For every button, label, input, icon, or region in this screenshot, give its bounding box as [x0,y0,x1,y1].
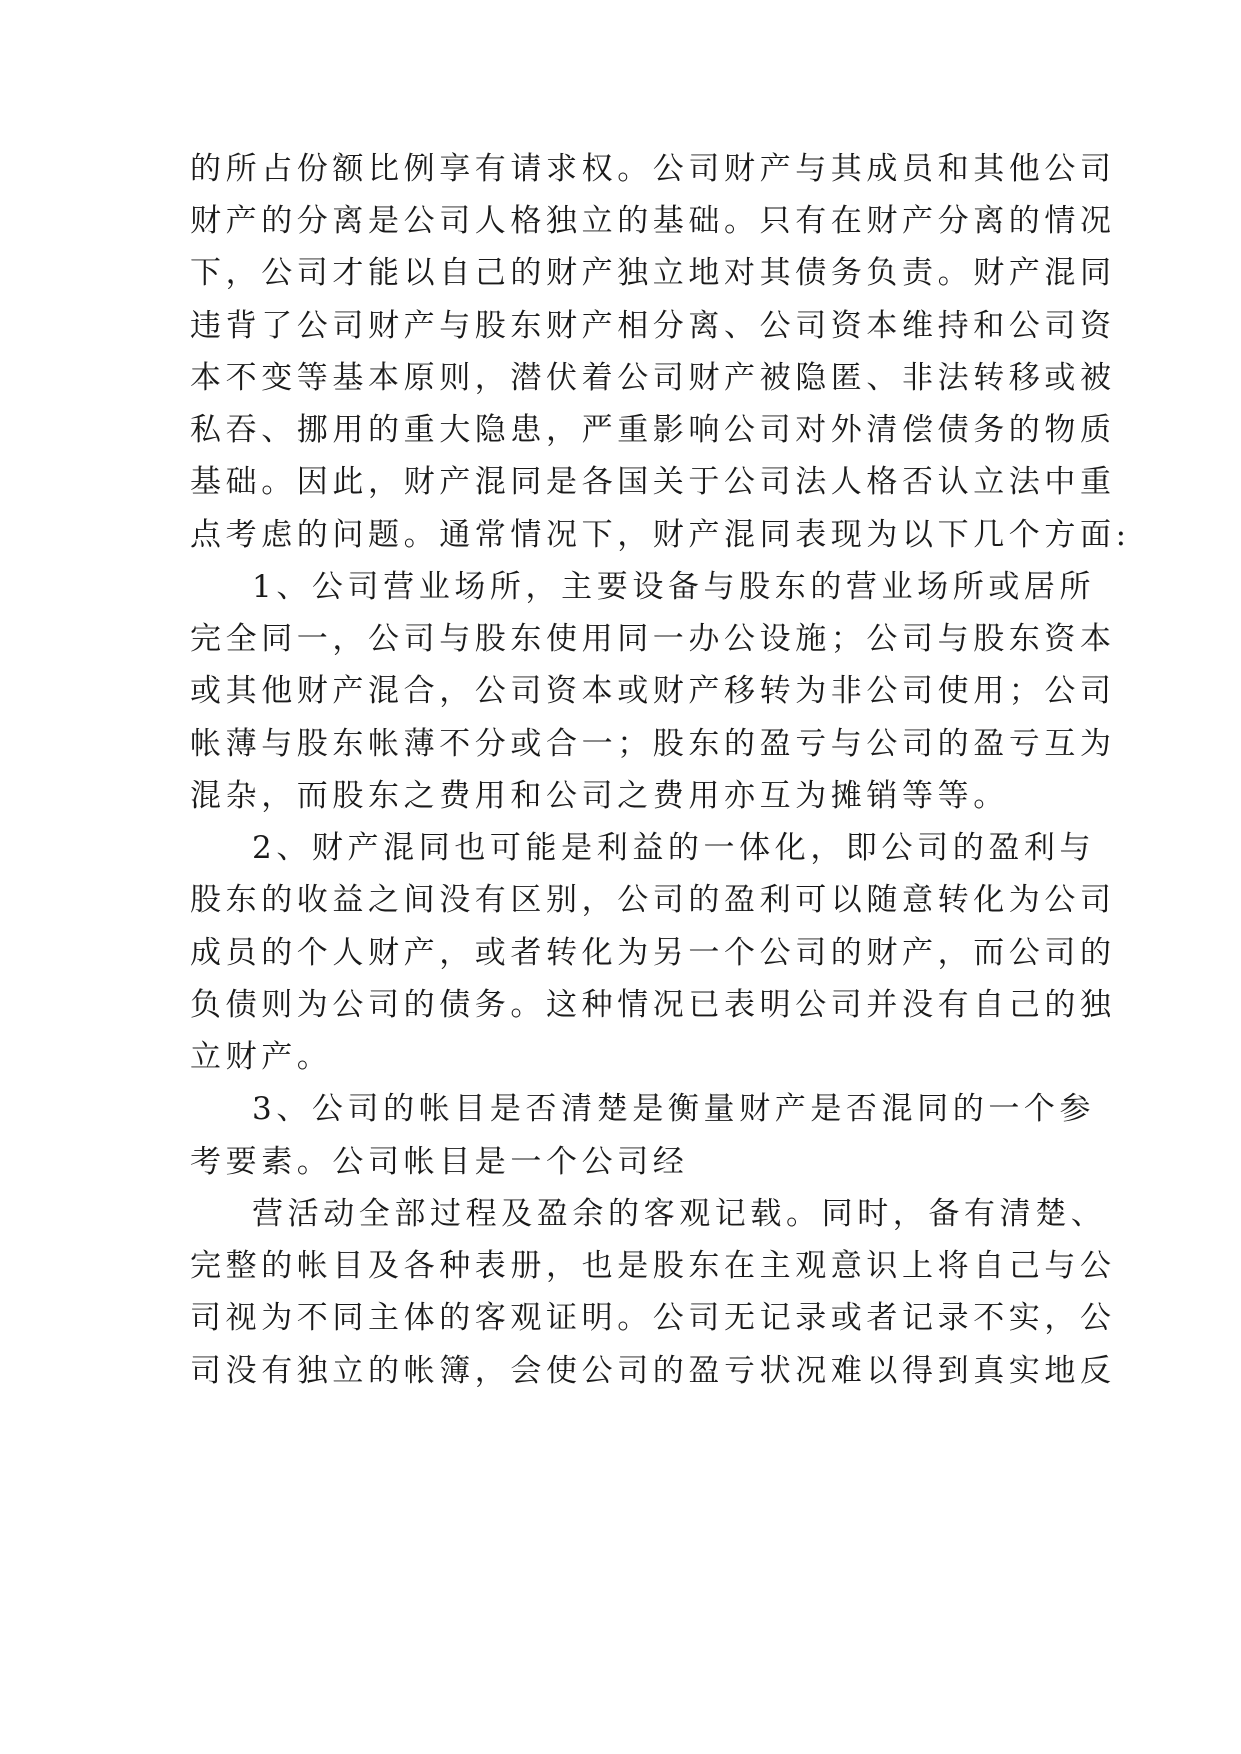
text-line: 考要素。公司帐目是一个公司经 [190,1144,689,1180]
text-line: 财产的分离是公司人格独立的基础。只有在财产分离的情况 [190,203,1116,239]
text-line: 3、公司的帐目是否清楚是衡量财产是否混同的一个参 [252,1091,1096,1127]
text-line: 1、公司营业场所，主要设备与股东的营业场所或居所 [252,569,1096,605]
text-line: 基础。因此，财产混同是各国关于公司法人格否认立法中重 [190,464,1116,500]
text-line: 司没有独立的帐簿，会使公司的盈亏状况难以得到真实地反 [190,1353,1116,1389]
text-line: 成员的个人财产，或者转化为另一个公司的财产，而公司的 [190,935,1116,971]
text-line: 司视为不同主体的客观证明。公司无记录或者记录不实，公 [190,1300,1116,1336]
text-line: 完全同一，公司与股东使用同一办公设施；公司与股东资本 [190,621,1116,657]
text-line: 私吞、挪用的重大隐患，严重影响公司对外清偿债务的物质 [190,412,1116,448]
text-line: 帐薄与股东帐薄不分或合一；股东的盈亏与公司的盈亏互为 [190,726,1116,762]
text-line: 违背了公司财产与股东财产相分离、公司资本维持和公司资 [190,308,1116,344]
text-line: 股东的收益之间没有区别，公司的盈利可以随意转化为公司 [190,882,1116,918]
text-line: 的所占份额比例享有请求权。公司财产与其成员和其他公司 [190,151,1116,187]
text-line: 2、财产混同也可能是利益的一体化，即公司的盈利与 [252,830,1096,866]
text-line: 或其他财产混合，公司资本或财产移转为非公司使用；公司 [190,673,1116,709]
text-line: 混杂，而股东之费用和公司之费用亦互为摊销等等。 [190,778,1009,814]
text-line: 立财产。 [190,1039,333,1075]
text-line: 本不变等基本原则，潜伏着公司财产被隐匿、非法转移或被 [190,360,1116,396]
text-line: 完整的帐目及各种表册，也是股东在主观意识上将自己与公 [190,1248,1116,1284]
text-line: 点考虑的问题。通常情况下，财产混同表现为以下几个方面: [190,517,1131,553]
text-line: 下，公司才能以自己的财产独立地对其债务负责。财产混同 [190,255,1116,291]
text-line: 负债则为公司的债务。这种情况已表明公司并没有自己的独 [190,987,1116,1023]
text-line: 营活动全部过程及盈余的客观记载。同时，备有清楚、 [252,1196,1107,1232]
